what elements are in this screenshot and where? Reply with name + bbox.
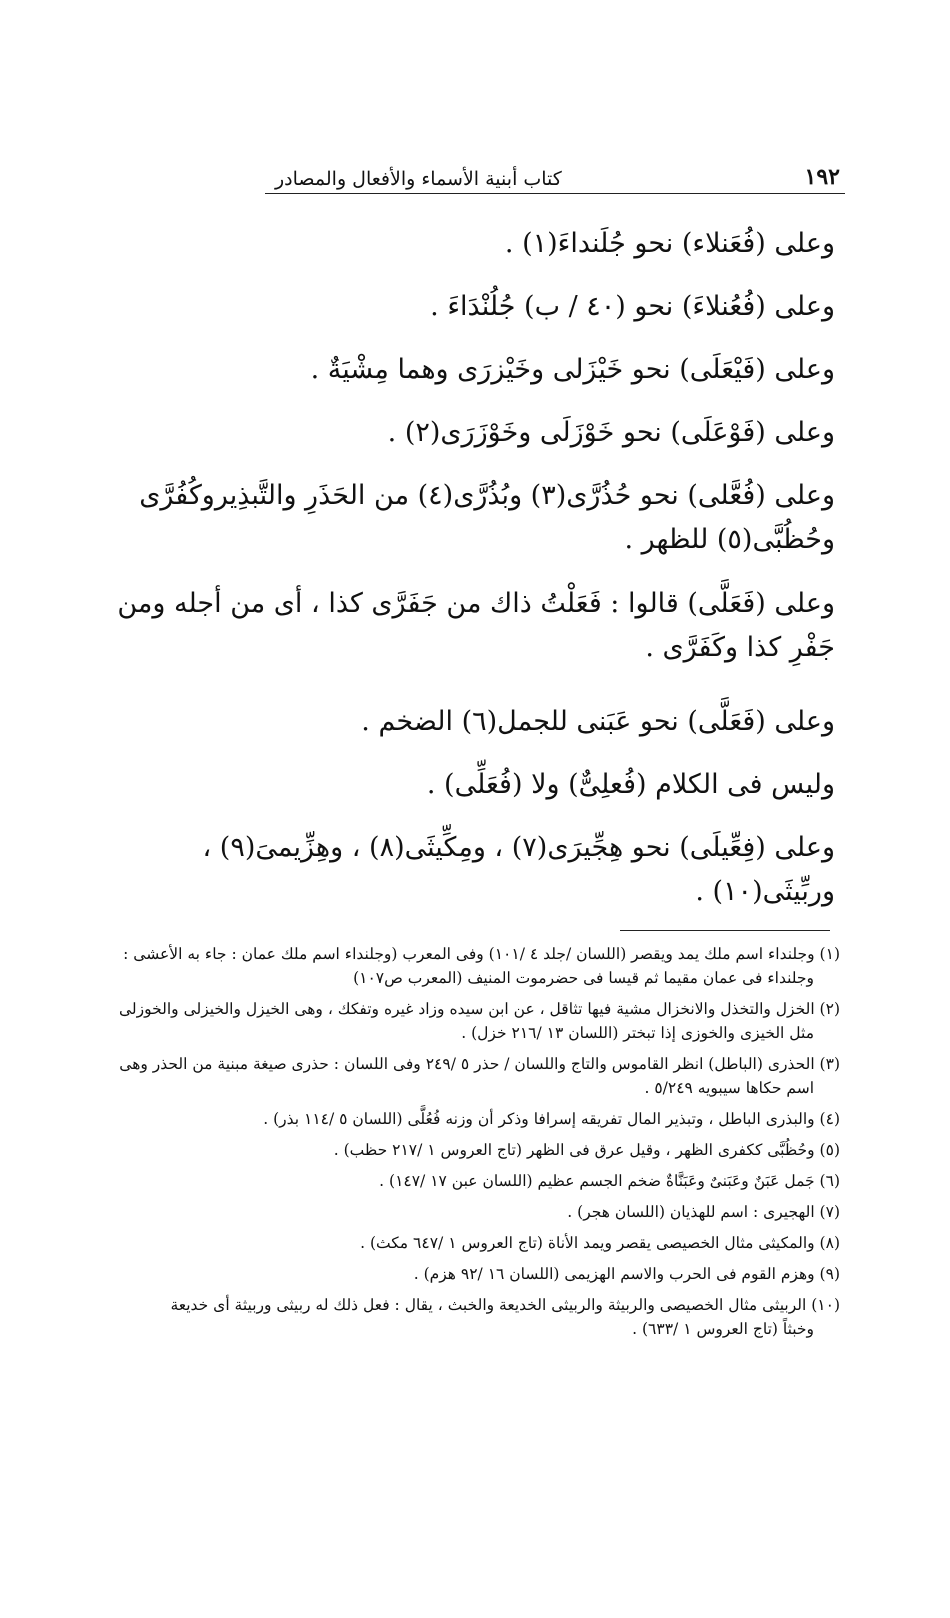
footnote-text: (٣) الحذرى (الباطل) انظر القاموس والتاج واللسان / حذر ٥ /٢٤٩ وفى اللسان : حذرى صيغة مبنية من الحذر وهى: [119, 1055, 840, 1073]
footnote: [80, 997, 840, 1045]
paragraph: وعلى (فُعَنلاء) نحو جُلَنداءَ(١) .: [504, 228, 835, 259]
footnote-text: (١) وجلنداء اسم ملك يمد ويقصر (اللسان /جلد ٤ /١٠١) وفى المعرب (وجلنداء اسم ملك عمان : جاء به الأعشى :: [123, 945, 840, 963]
paragraph: وعلى (فِعِّيلَى) نحو هِجِّيرَى(٧) ، ومِكِّيثَى(٨) ، وهِزِّيمىَ(٩) ، وربِّيثَى(١٠) .: [202, 832, 835, 907]
book-title: كتاب أبنية الأسماء والأفعال والمصادر: [275, 168, 562, 190]
paragraph: وليس فى الكلام (فُعلِىٌّ) ولا (فُعَلِّى) .: [426, 769, 835, 800]
footnote-text: (٨) والمكيثى مثال الخصيصى يقصر ويمد الأناة (تاج العروس ١ /٦٤٧ مكث) .: [360, 1234, 840, 1252]
footnote: [80, 1200, 840, 1224]
footnote-continuation: وجلنداء فى عمان مقيما ثم قيسا فى حضرموت المنيف (المعرب ص١٠٧): [353, 969, 814, 987]
footnote: [80, 1293, 840, 1341]
paragraph: وعلى (فُعُنلاءَ) نحو (٤٠ / ب) جُلُنْدَاءَ .: [430, 291, 835, 322]
main-text: [90, 222, 835, 907]
footnote: [80, 942, 840, 990]
footnote-text: (٥) وحُظُبَّى ككفرى الظهر ، وقيل عرق فى الظهر (تاج العروس ١ /٢١٧ حظب) .: [333, 1141, 840, 1159]
footnote-text: (٤) والبذرى الباطل ، وتبذير المال تفريقه إسرافا وذكر أن وزنه فُعُلَّى (اللسان ٥ /١١٤ بذر) .: [263, 1110, 840, 1128]
running-head: [265, 150, 840, 190]
footnote: [80, 1052, 840, 1100]
footnote-rule: [620, 930, 830, 931]
footnote-text: (٦) جَمل عَبَنٌ وعَبَنىٌ وعَبَنَّاةٌ ضخم الجسم عظيم (اللسان عبن ١٧ /١٤٧) .: [379, 1172, 840, 1190]
paragraph: وعلى (فَوْعَلَى) نحو خَوْزَلَى وخَوْزَرَى(٢) .: [387, 417, 835, 448]
paragraph: وعلى (فَعَلَّى) نحو عَبَنى للجمل(٦) الضخم .: [361, 706, 835, 737]
footnote: [80, 1169, 840, 1193]
footnote: [80, 1231, 840, 1255]
footnotes: [80, 942, 840, 1348]
footnote-continuation: وخبثاً (تاج العروس ١ /٦٣٣) .: [632, 1320, 814, 1338]
footnote-text: (٩) وهزم القوم فى الحرب والاسم الهزيمى (اللسان ١٦ /٩٢ هزم) .: [413, 1265, 840, 1283]
paragraph: وعلى (فَعَلَّى) قالوا : فَعَلْتُ ذاك من جَفَرَّى كذا ، أى من أجله ومن جَفْرِ كذا وكَفَرَّى .: [117, 588, 835, 663]
footnote-text: (٧) الهجيرى : اسم للهذيان (اللسان هجر) .: [567, 1203, 840, 1221]
footnote-continuation: اسم حكاها سيبويه ٥/٢٤٩ .: [644, 1079, 814, 1097]
header-rule: [265, 193, 845, 194]
footnote-text: (١٠) الربيثى مثال الخصيصى والربيثة والربيثى الخديعة والخبث ، يقال : فعل ذلك له ربيثى وربيثة أى خديعة: [170, 1296, 840, 1314]
footnote-continuation: مثل الخيزى والخوزى إذا تبختر (اللسان ١٣ /٢١٦ خزل) .: [461, 1024, 814, 1042]
footnote: [80, 1262, 840, 1286]
paragraph: وعلى (فَيْعَلَى) نحو خَيْزَلى وخَيْزرَى وهما مِشْيَةٌ .: [310, 354, 835, 385]
footnote: [80, 1138, 840, 1162]
paragraph: وعلى (فُعَّلى) نحو حُذُرَّى(٣) وبُذُرَّى(٤) من الحَذَرِ والتَّبذِيروكُفُرَّى وحُظُبَّى(٥) للظهر .: [139, 480, 835, 555]
footnote: [80, 1107, 840, 1131]
footnote-text: (٢) الخزل والتخذل والانخزال مشية فيها تثاقل ، عن ابن سيده وزاد غيره وتفكك ، وهى الخيزل والخيزلى والخوزلى: [118, 1000, 840, 1018]
page-number: ١٩٢: [804, 164, 840, 190]
